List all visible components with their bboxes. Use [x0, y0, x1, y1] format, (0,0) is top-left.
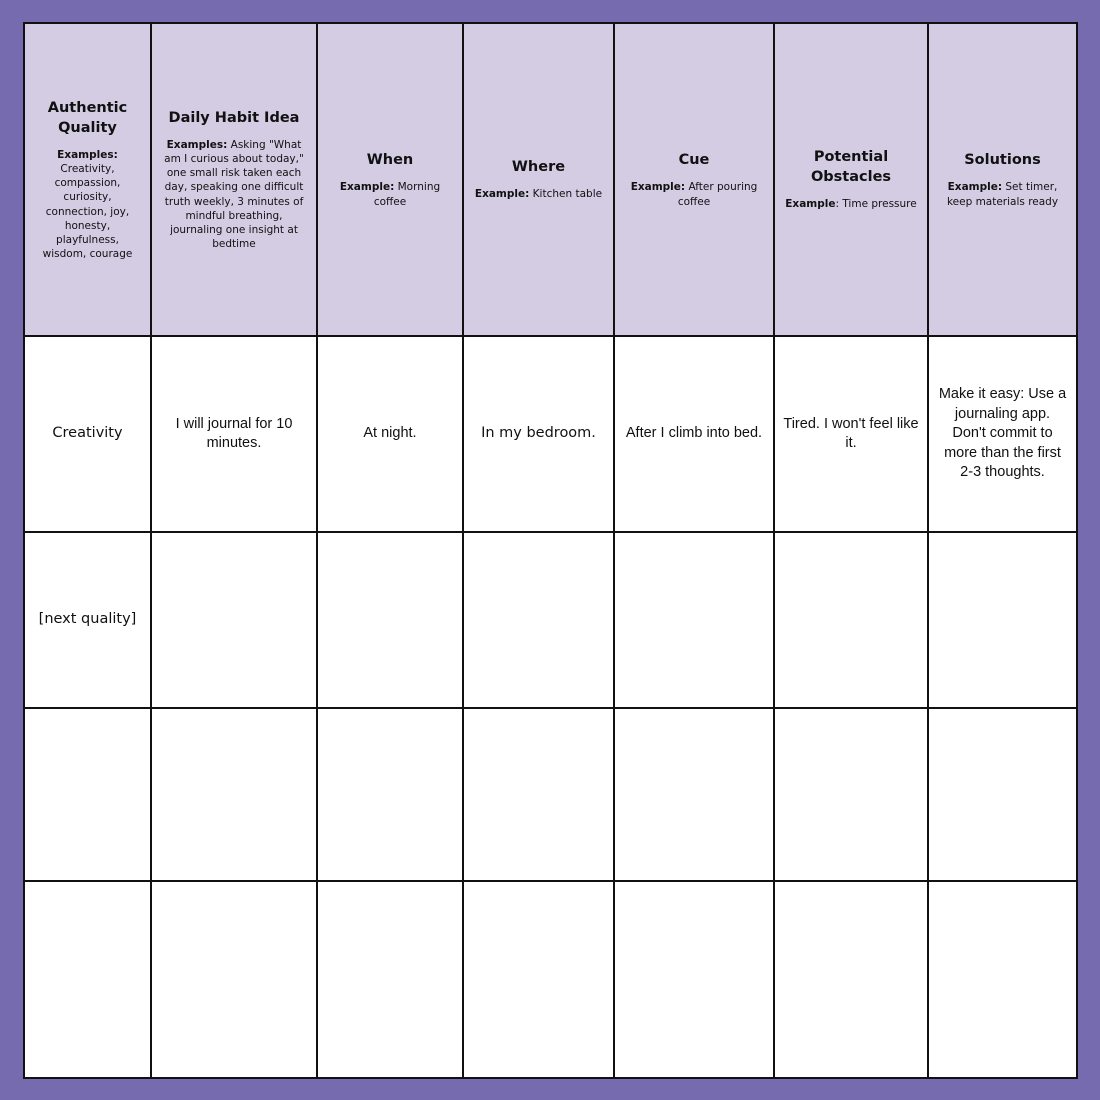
header-example — [623, 180, 765, 208]
worksheet-frame — [23, 22, 1076, 1077]
header-title: Daily Habit Idea — [168, 109, 300, 126]
when-cell[interactable]: At night. — [317, 336, 463, 532]
where-cell[interactable] — [463, 532, 614, 708]
when-cell[interactable] — [317, 532, 463, 708]
quality-cell[interactable] — [24, 881, 151, 1078]
habit-cell[interactable] — [151, 532, 317, 708]
example-text: Creativity, compassion, curiosity, connection, joy, honesty, playfulness, wisdom, courage — [42, 162, 133, 261]
header-example — [326, 180, 454, 208]
example-label: Example: — [630, 181, 686, 194]
header-title: Authentic Quality — [47, 99, 128, 136]
table-row — [24, 532, 1077, 708]
header-when — [317, 23, 463, 336]
quality-cell[interactable] — [24, 708, 151, 881]
solutions-cell[interactable]: Make it easy: Use a journaling app. Don't commit to more than the first 2-3 thoughts. — [928, 336, 1077, 532]
header-example — [783, 197, 919, 211]
header-cue — [614, 23, 774, 336]
header-example — [472, 187, 605, 201]
header-example — [33, 148, 142, 262]
header-potential-obstacles — [774, 23, 928, 336]
example-text: Set timer, keep materials ready — [946, 181, 1059, 208]
header-example — [160, 138, 308, 252]
example-label: Example: — [947, 181, 1003, 194]
table-row — [24, 336, 1077, 532]
example-text: Kitchen table — [532, 188, 603, 201]
header-solutions — [928, 23, 1077, 336]
example-text: Morning coffee — [373, 181, 441, 208]
example-label: Examples: — [166, 138, 228, 151]
example-label: Example: — [339, 181, 395, 194]
example-label: Examples: — [57, 148, 118, 161]
obstacles-cell[interactable] — [774, 881, 928, 1078]
habit-cell[interactable] — [151, 881, 317, 1078]
header-daily-habit-idea — [151, 23, 317, 336]
obstacles-cell[interactable] — [774, 708, 928, 881]
quality-cell[interactable]: [next quality] — [24, 532, 151, 708]
header-example — [937, 180, 1068, 208]
habit-cell[interactable]: I will journal for 10 minutes. — [151, 336, 317, 532]
solutions-cell[interactable] — [928, 881, 1077, 1078]
obstacles-cell[interactable]: Tired. I won't feel like it. — [774, 336, 928, 532]
where-cell[interactable]: In my bedroom. — [463, 336, 614, 532]
where-cell[interactable] — [463, 708, 614, 881]
header-title: Cue — [678, 152, 710, 169]
header-title: Potential Obstacles — [810, 149, 892, 186]
cue-cell[interactable] — [614, 708, 774, 881]
header-authentic-quality — [24, 23, 151, 336]
example-text: Asking "What am I curious about today," one small risk taken each day, speaking one difficult truth weekly, 3 minutes of mindful breathing, journaling one insight at bedtime — [164, 138, 304, 251]
habit-planning-table — [23, 22, 1078, 1079]
obstacles-cell[interactable] — [774, 532, 928, 708]
header-title: When — [366, 152, 414, 169]
table-row — [24, 881, 1077, 1078]
example-label: Example: — [474, 188, 530, 201]
solutions-cell[interactable] — [928, 532, 1077, 708]
cue-cell[interactable] — [614, 532, 774, 708]
example-text: After pouring coffee — [677, 181, 758, 208]
when-cell[interactable] — [317, 881, 463, 1078]
where-cell[interactable] — [463, 881, 614, 1078]
header-row — [24, 23, 1077, 336]
example-text: : Time pressure — [835, 198, 917, 211]
cue-cell[interactable]: After I climb into bed. — [614, 336, 774, 532]
example-label: Example — [785, 198, 836, 211]
quality-cell[interactable]: Creativity — [24, 336, 151, 532]
table-row — [24, 708, 1077, 881]
habit-cell[interactable] — [151, 708, 317, 881]
cue-cell[interactable] — [614, 881, 774, 1078]
header-title: Solutions — [964, 152, 1041, 169]
header-title: Where — [511, 159, 566, 176]
header-where — [463, 23, 614, 336]
solutions-cell[interactable] — [928, 708, 1077, 881]
when-cell[interactable] — [317, 708, 463, 881]
